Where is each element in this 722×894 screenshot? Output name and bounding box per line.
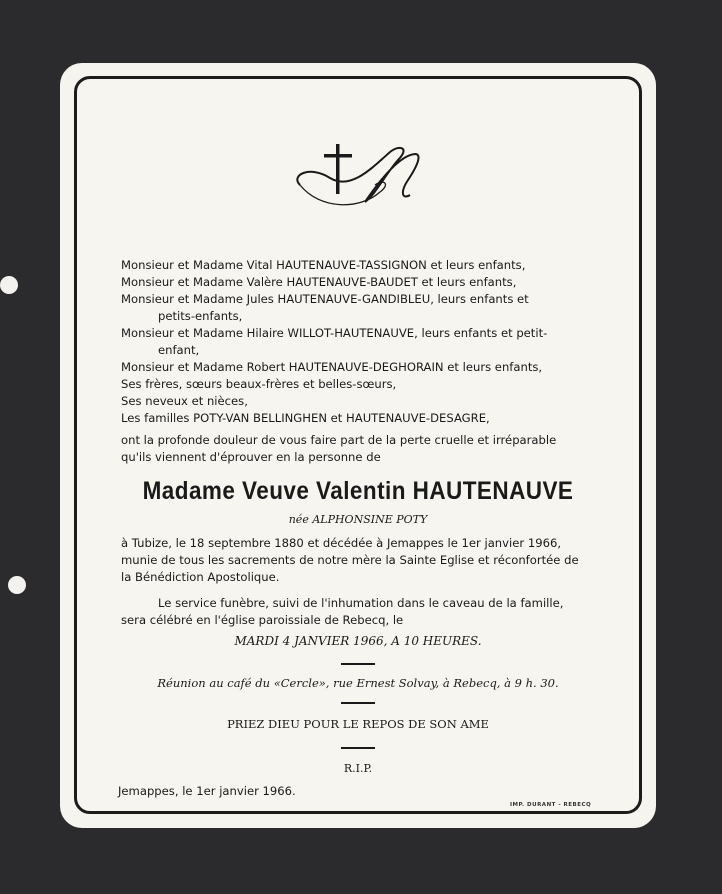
- family-line: Ses neveux et nièces,: [121, 394, 248, 408]
- family-line: Monsieur et Madame Valère HAUTENAUVE-BAUDET et leurs enfants,: [121, 275, 517, 289]
- service-line: Le service funèbre, suivi de l'inhumation dans le caveau de la famille,: [158, 596, 564, 610]
- divider: [341, 663, 375, 665]
- death-details-line: munie de tous les sacrements de notre mère la Sainte Eglise et réconfortée de: [121, 553, 579, 567]
- death-details-line: la Bénédiction Apostolique.: [121, 570, 280, 584]
- prayer-line: PRIEZ DIEU POUR LE REPOS DE SON AME: [227, 717, 489, 731]
- family-line: Monsieur et Madame Robert HAUTENAUVE-DEGHORAIN et leurs enfants,: [121, 360, 543, 374]
- family-line: Les familles POTY-VAN BELLINGHEN et HAUTENAUVE-DESAGRE,: [121, 411, 490, 425]
- service-line: sera célébré en l'église paroissiale de Rebecq, le: [121, 613, 404, 627]
- rip-line: R.I.P.: [343, 762, 373, 775]
- divider: [341, 747, 375, 749]
- punch-hole-bottom: [8, 576, 26, 594]
- family-line: Ses frères, sœurs beaux-frères et belles-sœurs,: [121, 377, 397, 391]
- maiden-name: née ALPHONSINE POTY: [288, 513, 428, 526]
- punch-hole-top: [0, 276, 18, 294]
- service-date: MARDI 4 JANVIER 1966, A 10 HEURES.: [234, 634, 482, 648]
- place-date: Jemappes, le 1er janvier 1966.: [118, 784, 296, 798]
- family-line: enfant,: [158, 343, 200, 357]
- family-line: Monsieur et Madame Jules HAUTENAUVE-GANDIBLEU, leurs enfants et: [121, 292, 529, 306]
- printer-mark: IMP. DURANT - REBECQ: [510, 802, 592, 808]
- deceased-name: Madame Veuve Valentin HAUTENAUVE: [142, 477, 574, 505]
- cross-monogram-icon: [290, 140, 430, 220]
- reunion-note: Réunion au café du «Cercle», rue Ernest Solvay, à Rebecq, à 9 h. 30.: [157, 676, 559, 690]
- family-line: petits-enfants,: [158, 309, 243, 323]
- family-line: Monsieur et Madame Vital HAUTENAUVE-TASSIGNON et leurs enfants,: [121, 258, 526, 272]
- family-line: Monsieur et Madame Hilaire WILLOT-HAUTENAUVE, leurs enfants et petit-: [121, 326, 548, 340]
- announcement-line: ont la profonde douleur de vous faire part de la perte cruelle et irréparable: [121, 433, 557, 447]
- death-details-line: à Tubize, le 18 septembre 1880 et décédée à Jemappes le 1er janvier 1966,: [121, 536, 562, 550]
- divider: [341, 702, 375, 704]
- announcement-line: qu'ils viennent d'éprouver en la personne de: [121, 450, 381, 464]
